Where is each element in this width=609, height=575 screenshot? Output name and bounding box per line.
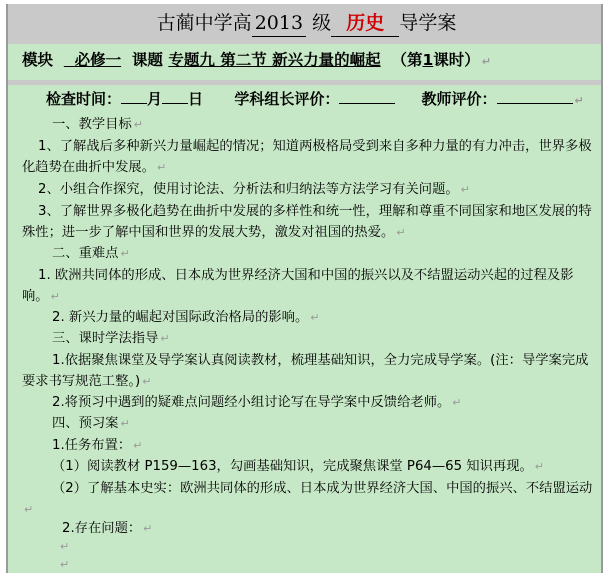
lesson-value: 专题九 第二节 新兴力量的崛起 bbox=[168, 51, 381, 69]
doc-type: 导学案 bbox=[399, 12, 457, 34]
paragraph-mark-icon: ↵ bbox=[452, 396, 462, 409]
paragraph-mark-icon: ↵ bbox=[534, 460, 545, 473]
period-suffix: 课时） bbox=[433, 51, 480, 69]
section-2-item-1: 1. 欧洲共同体的形成、日本成为世界经济大国和中国的振兴以及不结盟运动兴起的过程及影响。 ↵ bbox=[22, 268, 574, 304]
year-blank bbox=[252, 10, 306, 37]
paragraph-mark-icon: ↵ bbox=[60, 558, 70, 571]
paragraph-mark-icon: ↵ bbox=[574, 94, 584, 107]
section-1-item-2: 2、小组合作探究，使用讨论法、分析法和归纳法等方法学习有关问题。 ↵ bbox=[38, 182, 470, 197]
section-3-item-2: 2.将预习中遇到的疑难点问题经小组讨论写在导学案中反馈给老师。 ↵ bbox=[52, 395, 462, 410]
period-number: 1 bbox=[422, 51, 434, 69]
paragraph-mark-icon: ↵ bbox=[60, 540, 70, 553]
module-value: 必修一 bbox=[74, 51, 122, 69]
month-blank bbox=[121, 87, 147, 104]
subject-blank bbox=[331, 10, 399, 37]
leader-eval-blank bbox=[339, 87, 395, 104]
section-4-question: 2.存在问题： ↵ bbox=[62, 521, 153, 536]
section-4-title: 四、预习案 ↵ bbox=[52, 416, 130, 431]
paragraph-mark-icon: ↵ bbox=[120, 417, 130, 430]
paragraph-mark-icon: ↵ bbox=[133, 439, 143, 452]
paragraph-mark-icon: ↵ bbox=[160, 332, 170, 345]
section-4-task-2: （2）了解基本史实：欧洲共同体的形成、日本成为世界经济大国、中国的振兴、不结盟运动↵ bbox=[24, 481, 593, 516]
document-page bbox=[6, 4, 603, 573]
subject-name: 历史 bbox=[346, 12, 385, 34]
paragraph-mark-icon: ↵ bbox=[24, 503, 34, 516]
paragraph-mark-icon: ↵ bbox=[143, 522, 153, 535]
day-label: 日 bbox=[188, 90, 204, 108]
section-1-item-3: 3、了解世界多极化趋势在曲折中发展的多样性和统一性，理解和尊重不同国家和地区发展的特殊性；进一步了解中国和世界的发展大势，激发对祖国的热爱。 ↵ bbox=[22, 204, 592, 240]
period-prefix: （第 bbox=[391, 51, 423, 69]
paragraph-mark-icon: ↵ bbox=[481, 55, 491, 68]
section-2-title: 二、重难点 ↵ bbox=[52, 246, 130, 261]
paragraph-mark-icon: ↵ bbox=[120, 247, 130, 260]
section-3-title: 三、课时学法指导 ↵ bbox=[52, 331, 170, 346]
year: 2013 bbox=[254, 12, 304, 34]
lesson-label: 课题 bbox=[131, 51, 163, 69]
teacher-eval-label: 教师评价： bbox=[421, 90, 497, 108]
leader-eval-label: 学科组长评价： bbox=[234, 90, 340, 108]
teacher-eval-blank bbox=[497, 87, 573, 104]
section-1-item-1: 1、了解战后多种新兴力量崛起的情况；知道两极格局受到来自多种力量的有力冲击，世界多极化趋势在曲折中发展。 ↵ bbox=[22, 139, 592, 175]
paragraph-mark-icon: ↵ bbox=[396, 226, 406, 239]
paragraph-mark-icon: ↵ bbox=[460, 183, 470, 196]
paragraph-mark-icon: ↵ bbox=[310, 311, 320, 324]
paragraph-mark-icon: ↵ bbox=[133, 118, 143, 131]
section-4-task-heading: 1.任务布置： ↵ bbox=[52, 438, 143, 453]
month-label: 月 bbox=[147, 90, 163, 108]
day-blank bbox=[162, 87, 188, 104]
section-4-task-1: （1）阅读教材 P159—163，勾画基础知识，完成聚焦课堂 P64—65 知识再现。 ↵ bbox=[52, 459, 545, 474]
grade-word: 级 bbox=[312, 12, 332, 34]
paragraph-mark-icon: ↵ bbox=[142, 375, 152, 388]
paragraph-mark-icon: ↵ bbox=[156, 161, 167, 174]
document-title bbox=[8, 10, 605, 37]
section-3-item-1: 1.依据聚焦课堂及导学案认真阅读教材，梳理基础知识，全力完成导学案。(注：导学案完成要求书写规范工整。) ↵ bbox=[22, 353, 589, 389]
check-line bbox=[46, 87, 606, 112]
section-1-title: 一、教学目标 ↵ bbox=[52, 117, 143, 132]
paragraph-mark-icon: ↵ bbox=[50, 290, 60, 303]
module-label: 模块 bbox=[22, 51, 54, 69]
section-2-item-2: 2. 新兴力量的崛起对国际政治格局的影响。 ↵ bbox=[52, 310, 320, 325]
check-time-label: 检查时间： bbox=[46, 90, 122, 108]
module-line bbox=[22, 48, 602, 74]
school-prefix: 古蔺中学高 bbox=[156, 12, 252, 34]
